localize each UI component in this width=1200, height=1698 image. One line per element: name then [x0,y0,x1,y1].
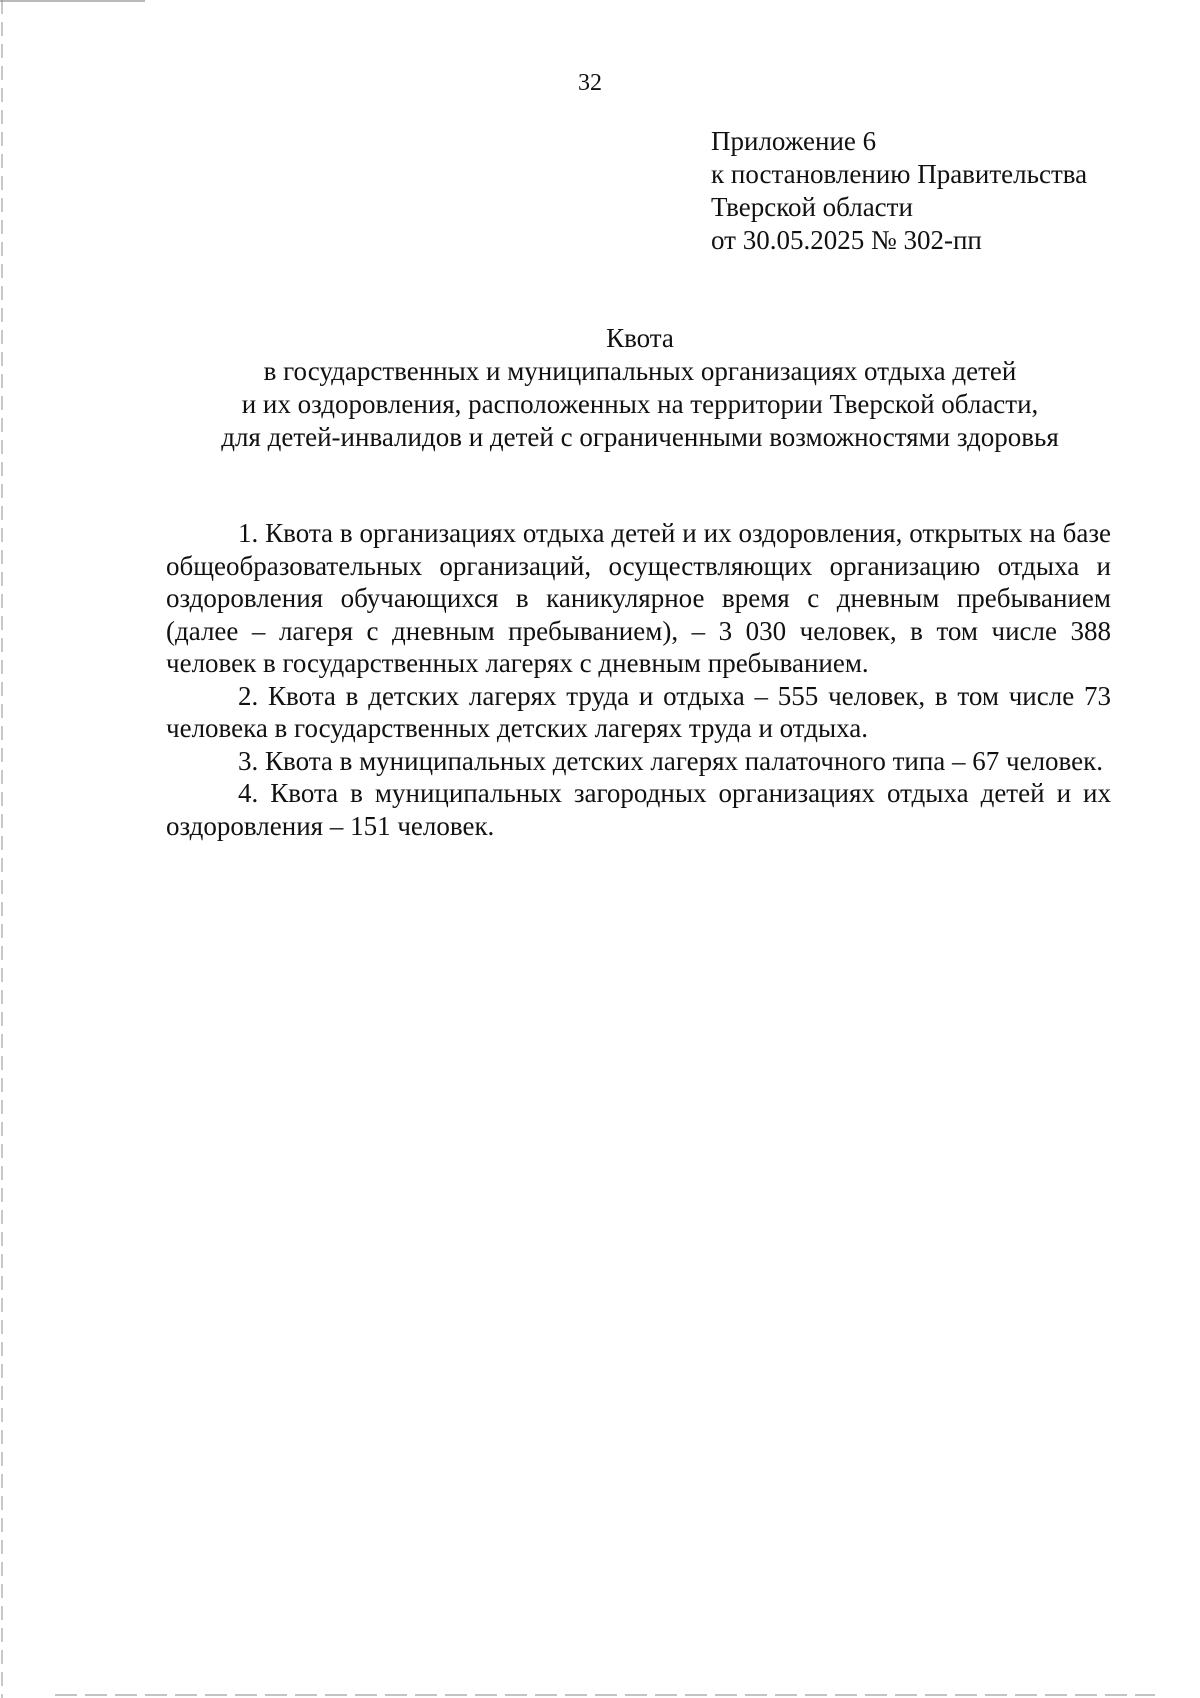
appendix-line: к постановлению Правительства [711,159,1088,189]
quota-paragraph: 3. Квота в муниципальных детских лагерях палаточного типа – 67 человек. [238,745,1104,776]
scan-edge-top [0,0,145,2]
appendix-line: Приложение 6 [711,126,877,156]
appendix-header [711,125,1171,257]
document-title [120,322,1160,454]
quota-paragraph: 4. Квота в муниципальных загородных организациях отдыха детей и их оздоровления – 151 человек. [166,778,1111,841]
appendix-line: от 30.05.2025 № 302-пп [711,225,982,255]
document-body [166,517,1111,842]
title-line: в государственных и муниципальных организациях отдыха детей [263,356,1017,386]
title-line: для детей-инвалидов и детей с ограниченными возможностями здоровья [221,422,1059,452]
title-line: и их оздоровления, расположенных на территории Тверской области, [241,389,1039,419]
appendix-line: Тверской области [711,192,913,222]
scan-edge-left [1,0,3,1698]
page-number: 32 [578,70,602,96]
quota-paragraph: 1. Квота в организациях отдыха детей и их оздоровления, открытых на базе общеобразовательных организаций, осуществляющих организацию отдыха и оздоровления обучающихся в каникулярное время с дневным пребыванием (далее – лагеря с дневным пребыванием), – 3 030 человек, в том числе 388 человек в государственных лагерях с дневным пребыванием. [166,518,1111,678]
quota-paragraph: 2. Квота в детских лагерях труда и отдыха – 555 человек, в том числе 73 человека в государственных детских лагерях труда и отдыха. [166,680,1111,743]
title-line: Квота [606,323,674,353]
scan-edge-bottom [55,1694,1155,1696]
